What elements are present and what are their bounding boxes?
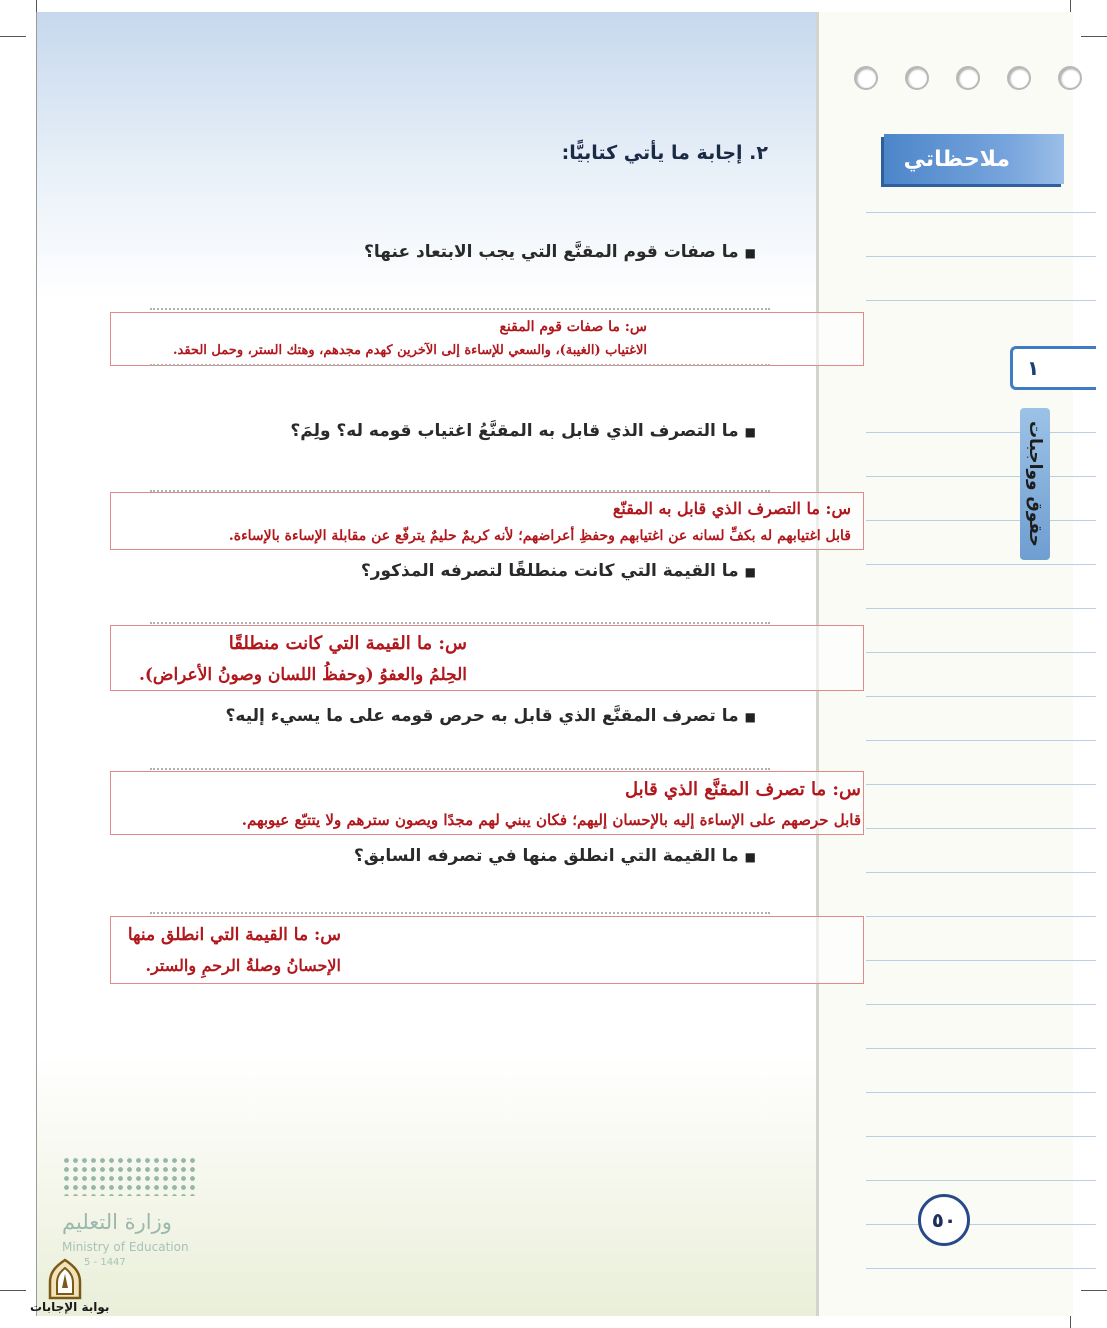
answer-box (110, 492, 864, 550)
notes-rule-line (866, 1048, 1096, 1049)
question-item (290, 421, 756, 441)
binder-hole (854, 66, 878, 90)
crop-mark (1081, 1290, 1107, 1291)
notes-rule-line (866, 1092, 1096, 1093)
dotted-answer-line (150, 364, 770, 366)
notes-rule-line (866, 476, 1096, 477)
question-item (364, 242, 756, 262)
section-heading: ٢. إجابة ما يأتي كتابيًّا: (561, 142, 768, 164)
square-bullet-icon: ■ (744, 710, 756, 724)
dotted-answer-line (150, 912, 770, 914)
unit-tab (1010, 346, 1096, 390)
notes-rule-line (866, 432, 1096, 433)
ministry-logo-icon (62, 1156, 196, 1196)
ministry-name-english: Ministry of Education (62, 1240, 189, 1254)
notes-rule-line (866, 300, 1096, 301)
question-text: ما القيمة التي انطلق منها في تصرفه السابق؟ (353, 846, 739, 866)
answer-text: الاغتياب (الغيبة)، والسعي للإساءة إلى الآخرين كهدم مجدهم، وهتك الستر، وحمل الحقد. (173, 343, 647, 358)
notes-rule-line (866, 1004, 1096, 1005)
answer-text: الإحسانُ وصلةُ الرحمِ والستر. (145, 956, 341, 975)
notes-rule-line (866, 828, 1096, 829)
ministry-year: 5 - 1447 (84, 1257, 126, 1268)
square-bullet-icon: ■ (744, 565, 756, 579)
binder-hole (1007, 66, 1031, 90)
unit-title-label: حقوق وواجبات (1020, 408, 1050, 560)
notes-rule-line (866, 740, 1096, 741)
question-item (226, 706, 756, 726)
notes-rule-line (866, 784, 1096, 785)
notes-rule-line (866, 608, 1096, 609)
notes-rule-line (866, 1180, 1096, 1181)
answer-box (110, 312, 864, 366)
notes-rule-line (866, 696, 1096, 697)
dotted-answer-line (150, 768, 770, 770)
page-number: ٥٠ (918, 1194, 970, 1246)
answer-question: س: ما صفات قوم المقنع (499, 319, 647, 335)
answer-box (110, 771, 864, 835)
notes-rule-line (866, 916, 1096, 917)
notes-rule-line (866, 1224, 1096, 1225)
square-bullet-icon: ■ (744, 425, 756, 439)
notes-header (884, 134, 1064, 184)
question-text: ما التصرف الذي قابل به المقنَّعُ اغتياب قومه له؟ ولِمَ؟ (290, 421, 739, 441)
answer-text: قابل حرصهم على الإساءة إليه بالإحسان إليهم؛ فكان يبني لهم مجدًا ويصون سترهم ولا يتتبّع عيوبهم. (241, 811, 861, 829)
notes-rule-line (866, 652, 1096, 653)
question-text: ما تصرف المقنَّع الذي قابل به حرص قومه على ما يسيء إليه؟ (225, 706, 739, 726)
binder-hole (1058, 66, 1082, 90)
square-bullet-icon: ■ (744, 850, 756, 864)
answer-question: س: ما التصرف الذي قابل به المقنّع (612, 499, 851, 518)
question-text: ما صفات قوم المقنَّع التي يجب الابتعاد عنها؟ (364, 242, 739, 262)
dotted-answer-line (150, 622, 770, 624)
notes-rule-line (866, 212, 1096, 213)
crop-mark (0, 1290, 26, 1291)
portal-badge-icon (42, 1256, 88, 1302)
answer-text: الحِلمُ والعفوُ (وحفظُ اللسان وصونُ الأعراض). (138, 665, 467, 685)
answer-text: قابل اغتيابهم له بكفِّ لسانه عن اغتيابهم وحفظِ أعراضهم؛ لأنه كريمٌ حليمٌ يترفّع عن مقابلة الإساءة بالإساءة. (228, 528, 851, 544)
crop-mark (0, 36, 26, 37)
notes-header-label: ملاحظاتي (903, 146, 1010, 172)
question-text: ما القيمة التي كانت منطلقًا لتصرفه المذكور؟ (360, 561, 739, 581)
crop-mark (1081, 36, 1107, 37)
dotted-answer-line (150, 308, 770, 310)
unit-number: ١ (1027, 356, 1040, 380)
answer-question: س: ما القيمة التي انطلق منها (127, 925, 341, 945)
notes-rule-line (866, 1136, 1096, 1137)
notes-rule-line (866, 872, 1096, 873)
notes-rule-line (866, 520, 1096, 521)
answer-question: س: ما تصرف المقنَّع الذي قابل (624, 779, 861, 800)
question-item (354, 846, 756, 866)
portal-watermark-text: بوابة الإجابات (30, 1300, 110, 1314)
answer-box (110, 625, 864, 691)
ministry-name-arabic: وزارة التعليم (62, 1210, 172, 1234)
notes-rule-line (866, 960, 1096, 961)
binder-hole (905, 66, 929, 90)
notes-rule-line (866, 1268, 1096, 1269)
notes-rule-line (866, 256, 1096, 257)
square-bullet-icon: ■ (744, 246, 756, 260)
question-item (361, 561, 756, 581)
binder-hole (956, 66, 980, 90)
answer-question: س: ما القيمة التي كانت منطلقًا (228, 633, 467, 654)
answer-box (110, 916, 864, 984)
notes-rule-line (866, 564, 1096, 565)
